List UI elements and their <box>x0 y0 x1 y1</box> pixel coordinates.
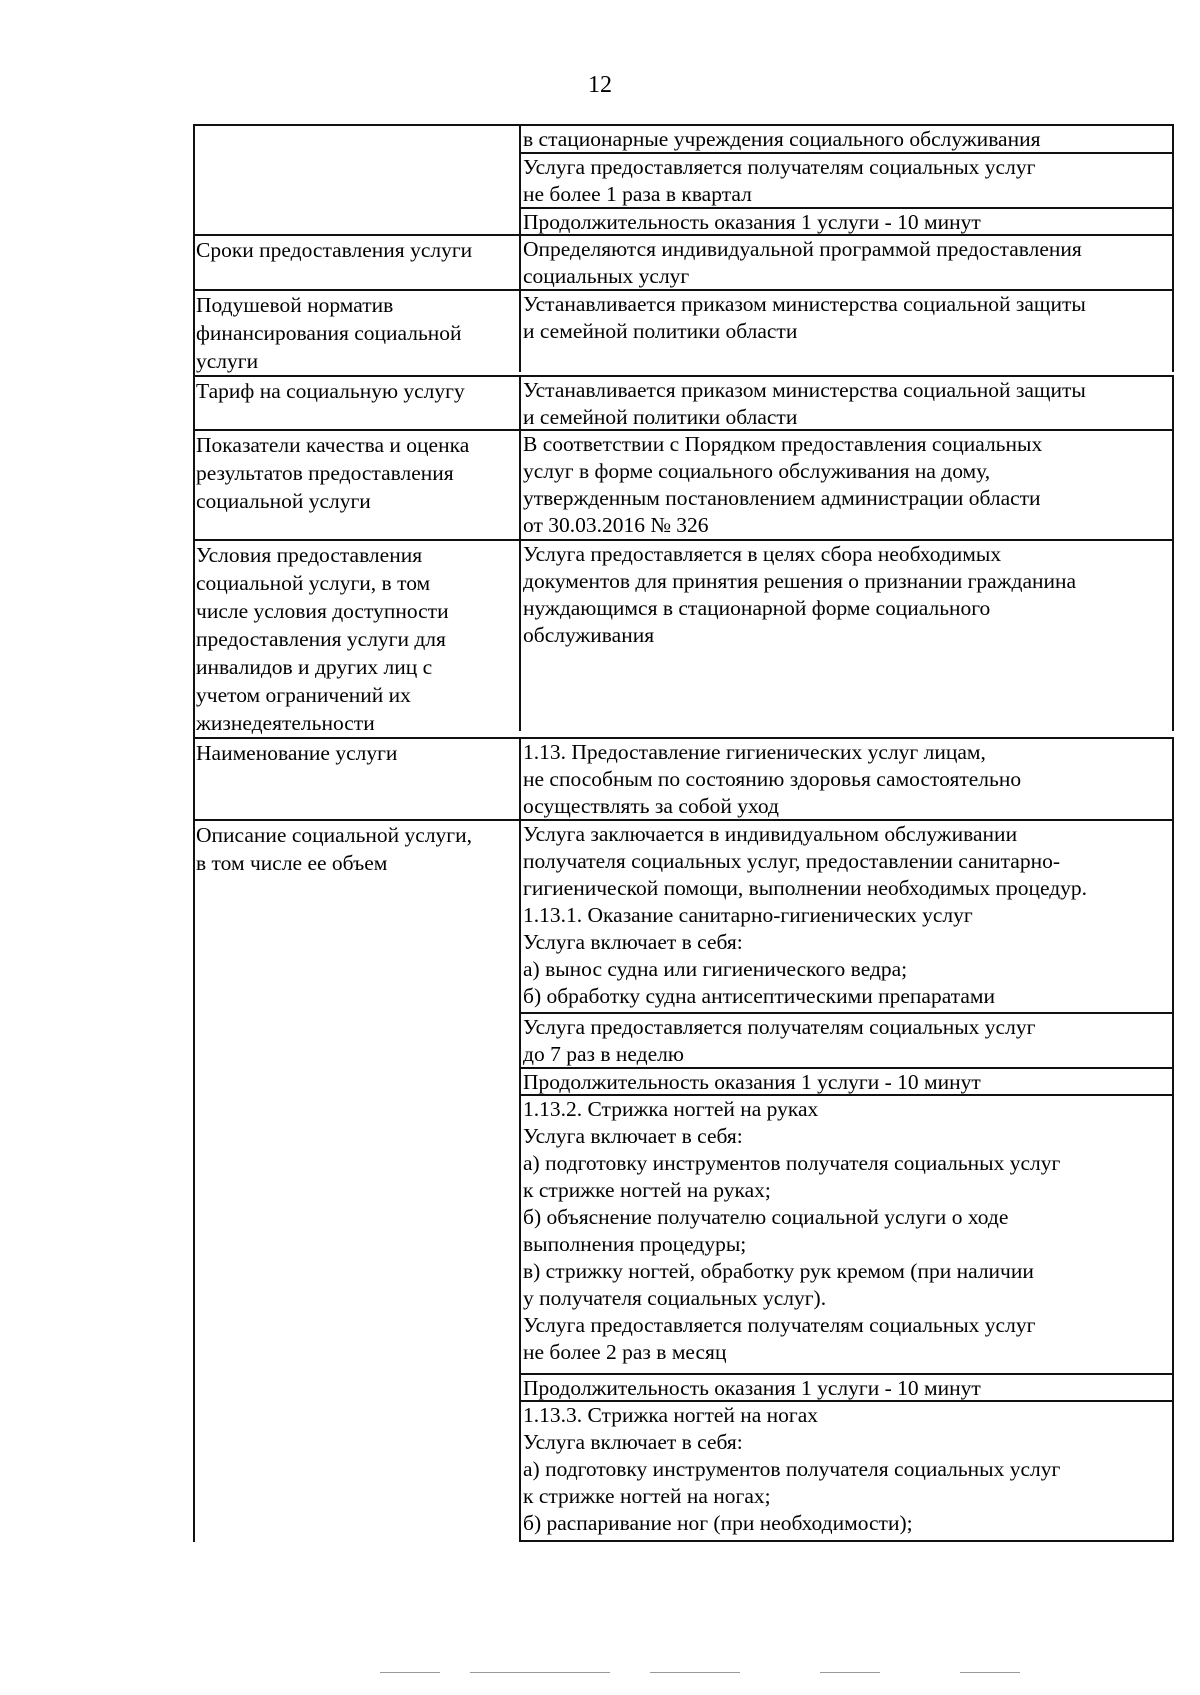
table-row <box>193 737 1174 819</box>
row-label <box>193 737 519 819</box>
row-label <box>193 289 519 375</box>
value-line: 1.13.1. Оказание санитарно-гигиенических услуг <box>523 903 973 927</box>
value-line: выполнения процедуры; <box>523 1232 747 1256</box>
label-line: предоставления услуги для <box>196 627 446 651</box>
row-value-cell <box>519 152 1174 207</box>
value-line: Устанавливается приказом министерства социальной защиты <box>523 292 1086 316</box>
value-line: 1.13.3. Стрижка ногтей на ногах <box>523 1403 819 1427</box>
value-line: и семейной политики области <box>523 405 798 429</box>
value-line: б) объяснение получателю социальной услуги о ходе <box>523 1205 1009 1229</box>
value-line: к стрижке ногтей на ногах; <box>523 1484 771 1508</box>
scan-artifact <box>820 1672 880 1673</box>
row-label <box>193 234 519 289</box>
label-line: инвалидов и других лиц с <box>196 655 433 679</box>
value-line: а) подготовку инструментов получателя социальных услуг <box>523 1151 1061 1175</box>
page-number: 12 <box>588 72 612 98</box>
label-line: Тариф на социальную услугу <box>196 379 465 403</box>
value-line: до 7 раз в неделю <box>523 1042 684 1066</box>
label-line: жизнедеятельности <box>196 711 375 735</box>
value-line: а) подготовку инструментов получателя социальных услуг <box>523 1457 1061 1481</box>
value-line: Продолжительность оказания 1 услуги - 10 минут <box>523 210 981 234</box>
table-row <box>193 819 1174 1542</box>
value-line: Устанавливается приказом министерства социальной защиты <box>523 378 1086 402</box>
label-line: Описание социальной услуги, <box>196 823 472 847</box>
value-line: нуждающимся в стационарной форме социального <box>523 596 991 620</box>
value-line: Услуга предоставляется получателям социальных услуг <box>523 1015 1036 1039</box>
label-line: учетом ограничений их <box>196 683 411 707</box>
table-row <box>193 539 1174 737</box>
services-table <box>193 124 1174 1542</box>
value-line: в стационарные учреждения социального обслуживания <box>523 127 1041 151</box>
value-line: не более 1 раза в квартал <box>523 182 752 206</box>
value-line: Продолжительность оказания 1 услуги - 10 минут <box>523 1376 981 1400</box>
row-label <box>193 819 519 1542</box>
row-label <box>193 539 519 737</box>
row-value-cell <box>519 234 1174 289</box>
value-line: Продолжительность оказания 1 услуги - 10 минут <box>523 1070 981 1094</box>
value-line: услуг в форме социального обслуживания на дому, <box>523 459 991 483</box>
value-line: 1.13. Предоставление гигиенических услуг лицам, <box>523 740 986 764</box>
row-value-cell <box>519 1094 1174 1373</box>
value-line: социальных услуг <box>523 264 690 288</box>
label-line: социальной услуги, в том <box>196 571 431 595</box>
value-line: Услуга включает в себя: <box>523 930 743 954</box>
label-line: Сроки предоставления услуги <box>196 238 473 262</box>
value-line: а) вынос судна или гигиенического ведра; <box>523 957 908 981</box>
value-line: к стрижке ногтей на руках; <box>523 1178 771 1202</box>
label-line: Подушевой норматив <box>196 293 394 317</box>
row-value-cell <box>519 539 1174 731</box>
value-line: в) стрижку ногтей, обработку рук кремом (при наличии <box>523 1259 1034 1283</box>
value-line: В соответствии с Порядком предоставления социальных <box>523 432 1043 456</box>
value-line: у получателя социальных услуг). <box>523 1286 827 1310</box>
table-row <box>193 124 1174 234</box>
value-line: гигиенической помощи, выполнении необходимых процедур. <box>523 876 1088 900</box>
value-line: Услуга включает в себя: <box>523 1124 743 1148</box>
value-line: и семейной политики области <box>523 319 798 343</box>
label-line: Показатели качества и оценка <box>196 433 470 457</box>
label-line: в том числе ее объем <box>196 851 388 875</box>
table-row <box>193 234 1174 289</box>
value-line: от 30.03.2016 № 326 <box>523 513 709 537</box>
row-value-cell <box>519 1373 1174 1400</box>
row-value-cell <box>519 429 1174 539</box>
row-value-cell <box>519 124 1174 152</box>
row-label <box>193 429 519 539</box>
value-line: осуществлять за собой уход <box>523 794 779 818</box>
row-value-cell <box>519 819 1174 1012</box>
row-value-cell <box>519 1400 1174 1542</box>
row-value-cell <box>519 1067 1174 1094</box>
label-line: финансирования социальной <box>196 321 462 345</box>
value-line: Услуга предоставляется получателям социальных услуг <box>523 155 1036 179</box>
row-label <box>193 124 519 234</box>
value-line: не более 2 раз в месяц <box>523 1340 727 1364</box>
table-row <box>193 289 1174 375</box>
row-value-cell <box>519 375 1174 429</box>
value-line: документов для принятия решения о признании гражданина <box>523 569 1077 593</box>
value-line: Услуга предоставляется получателям социальных услуг <box>523 1313 1036 1337</box>
label-line: числе условия доступности <box>196 599 449 623</box>
table-row <box>193 429 1174 539</box>
value-line: Услуга включает в себя: <box>523 1430 743 1454</box>
value-line: б) распаривание ног (при необходимости); <box>523 1511 913 1535</box>
scan-artifact <box>380 1672 440 1673</box>
value-line: обслуживания <box>523 623 655 647</box>
row-value-cell <box>519 289 1174 372</box>
scan-artifact <box>650 1672 740 1673</box>
value-line: утвержденным постановлением администрации области <box>523 486 1041 510</box>
row-value-cell <box>519 207 1174 234</box>
value-line: б) обработку судна антисептическими препаратами <box>523 984 996 1008</box>
table-row <box>193 375 1174 429</box>
value-line: получателя социальных услуг, предоставлении санитарно- <box>523 849 1060 873</box>
scan-artifact <box>960 1672 1020 1673</box>
label-line: Наименование услуги <box>196 741 398 765</box>
value-line: Определяются индивидуальной программой предоставления <box>523 237 1082 261</box>
row-value-cell <box>519 1012 1174 1067</box>
value-line: 1.13.2. Стрижка ногтей на руках <box>523 1097 819 1121</box>
label-line: Условия предоставления <box>196 543 423 567</box>
row-label <box>193 375 519 429</box>
value-line: не способным по состоянию здоровья самостоятельно <box>523 767 1022 791</box>
value-line: Услуга предоставляется в целях сбора необходимых <box>523 542 1002 566</box>
value-line: Услуга заключается в индивидуальном обслуживании <box>523 822 1018 846</box>
row-value-cell <box>519 737 1174 819</box>
label-line: результатов предоставления <box>196 461 454 485</box>
label-line: услуги <box>196 349 259 373</box>
label-line: социальной услуги <box>196 489 371 513</box>
scan-artifact <box>470 1672 610 1673</box>
